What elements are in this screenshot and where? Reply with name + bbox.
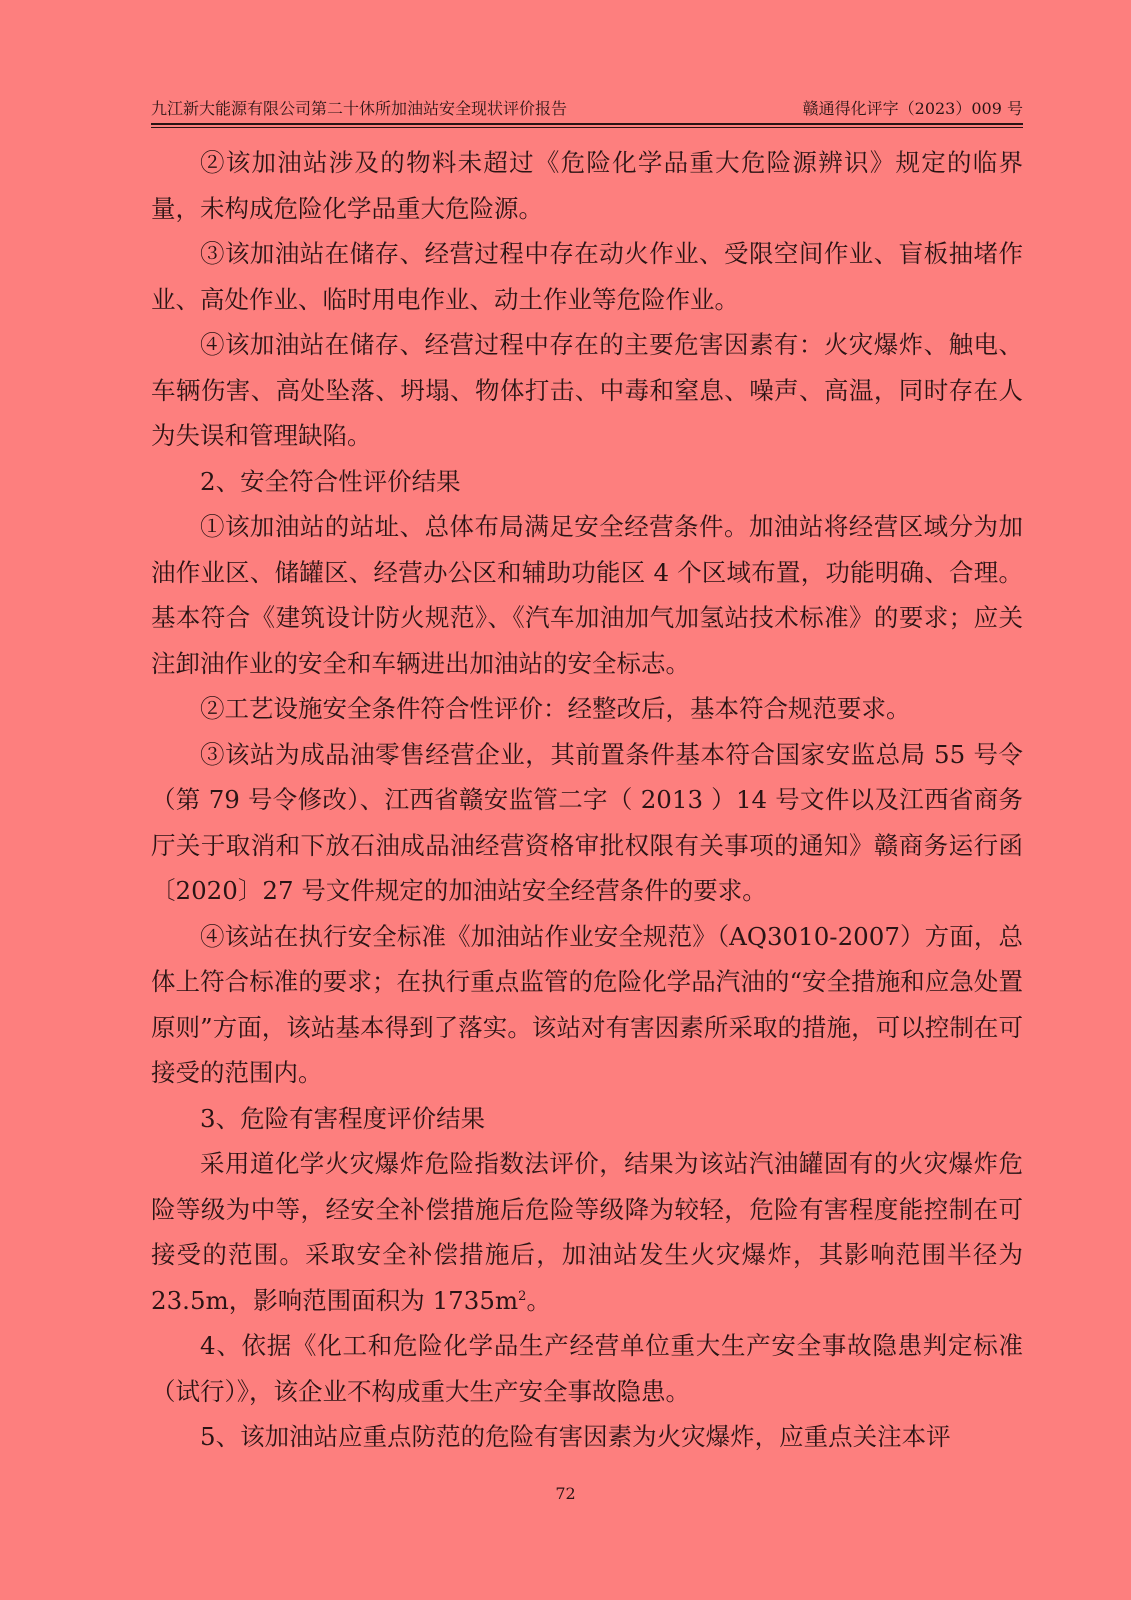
header-report-number: 赣通得化评字（2023）009 号 — [802, 99, 1023, 118]
paragraph — [151, 1141, 1023, 1323]
page-number: 72 — [555, 1484, 576, 1503]
paragraph: 5、该加油站应重点防范的危险有害因素为火灾爆炸，应重点关注本评 — [200, 1422, 951, 1451]
paragraph: ②该加油站涉及的物料未超过《危险化学品重大危险源辨识》规定的临界量，未构成危险化学品重大危险源。 — [151, 148, 1023, 223]
area-unit-superscript: 2 — [518, 1288, 527, 1304]
running-header — [151, 98, 1023, 125]
header-report-title: 九江新大能源有限公司第二十休所加油站安全现状评价报告 — [151, 99, 568, 118]
section-heading: 2、安全符合性评价结果 — [200, 466, 461, 496]
sentence-end: 。 — [526, 1285, 551, 1315]
paragraph: ③该站为成品油零售经营企业，其前置条件基本符合国家安监总局 55 号令（第 79 号令修改）、江西省赣安监管二字（ 2013 ）14 号文件以及江西省商务厅关于取消和下放石油成品油经营资格审批权限有关事项的通知》赣商务运行函〔2020〕27 号文件规定的加油站安全经营条件的要求。 — [151, 739, 1023, 905]
paragraph: ③该加油站在储存、经营过程中存在动火作业、受限空间作业、盲板抽堵作业、高处作业、临时用电作业、动土作业等危险作业。 — [151, 239, 1023, 314]
body-text — [151, 140, 1023, 1460]
paragraph-text: 采用道化学火灾爆炸危险指数法评价，结果为该站汽油罐固有的火灾爆炸危险等级为中等，经安全补偿措施后危险等级降为较轻，危险有害程度能控制在可接受的范围。采取安全补偿措施后，加油站发生火灾爆炸，其影响范围半径为 23.5m，影响范围面积为 1735m — [151, 1149, 1023, 1315]
paragraph: ②工艺设施安全条件符合性评价：经整改后，基本符合规范要求。 — [200, 694, 911, 723]
paragraph: ①该加油站的站址、总体布局满足安全经营条件。加油站将经营区域分为加油作业区、储罐区、经营办公区和辅助功能区 4 个区域布置，功能明确、合理。基本符合《建筑设计防火规范》、《汽车加油加气加氢站技术标准》的要求；应关注卸油作业的安全和车辆进出加油站的安全标志。 — [151, 512, 1023, 678]
paragraph: 4、依据《化工和危险化学品生产经营单位重大生产安全事故隐患判定标准（试行）》，该企业不构成重大生产安全事故隐患。 — [151, 1331, 1023, 1406]
section-heading: 3、危险有害程度评价结果 — [200, 1103, 486, 1133]
paragraph: ④该加油站在储存、经营过程中存在的主要危害因素有：火灾爆炸、触电、车辆伤害、高处坠落、坍塌、物体打击、中毒和窒息、噪声、高温，同时存在人为失误和管理缺陷。 — [151, 330, 1023, 450]
paragraph: ④该站在执行安全标准《加油站作业安全规范》（AQ3010-2007）方面，总体上符合标准的要求；在执行重点监管的危险化学品汽油的“安全措施和应急处置原则”方面，该站基本得到了落实。该站对有害因素所采取的措施，可以控制在可接受的范围内。 — [151, 921, 1023, 1087]
